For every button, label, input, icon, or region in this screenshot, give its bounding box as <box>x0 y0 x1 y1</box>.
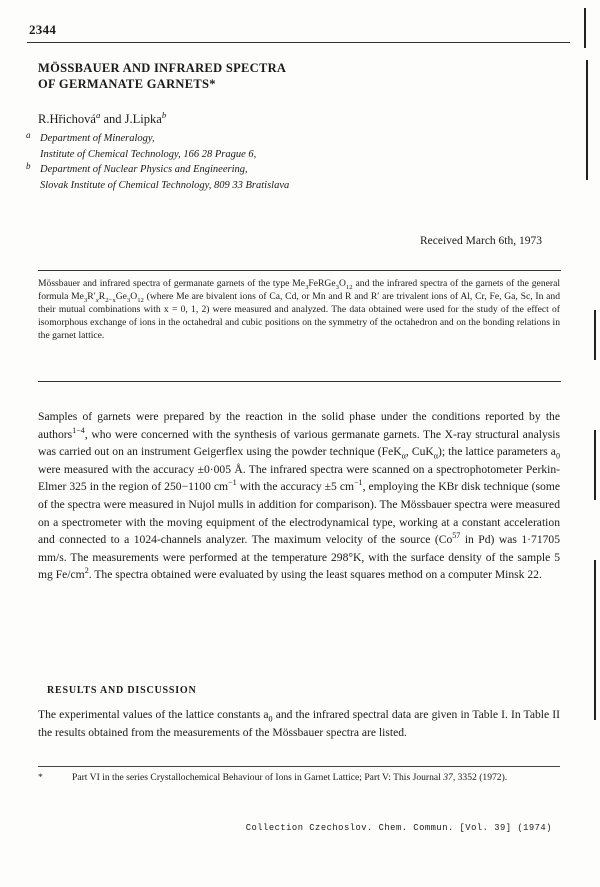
scan-edge-mark <box>594 430 596 500</box>
received-date: Received March 6th, 1973 <box>420 235 542 247</box>
article-title <box>38 60 286 92</box>
authors-and: and <box>100 112 125 126</box>
scan-edge-mark <box>594 560 596 720</box>
abstract-top-rule <box>38 270 561 271</box>
affil-b-mark: b <box>26 161 31 171</box>
journal-reference: Collection Czechoslov. Chem. Commun. [Vol. 39] (1974) <box>245 823 552 833</box>
affiliations <box>26 130 290 193</box>
scan-edge-mark <box>586 60 588 180</box>
abstract: Mössbauer and infrared spectra of germanate garnets of the type $Me_3FeRGe_3O_{12}$ and the infrared spectra of the garnets of the general formula $Me_3R'_xR_{2-x}Ge_3O_{12}$ (where Me are bivalent ions of Ca, Cd, or Mn and R and R′ are trivalent ions of Al, Cr, Fe, Ga, Sc, In and their mutual combinations with x = 0, 1, 2) were measured and analyzed. The data obtained were used for the study of the effect of isomorphous exchange of ions in the octahedral and cubic positions on the symmetry of the octahedron and on the bonding relations in the garnet lattice. <box>38 278 560 341</box>
results-paragraph: The experimental values of the lattice constants $a_0$ and the infrared spectral data are given in Table I. In Table II the results obtained from the measurements of the Mössbauer spectra are listed. <box>38 708 560 739</box>
section-heading: RESULTS AND DISCUSSION <box>47 685 197 696</box>
affil-b-line-1: Department of Nuclear Physics and Engineering, <box>40 164 248 175</box>
title-line-1: MÖSSBAUER AND INFRARED SPECTRA <box>38 61 287 75</box>
footnote: * Part VI in the series Crystallochemical Behaviour of Ions in Garnet Lattice; Part V: This Journal 37, 3352 (1972). <box>38 772 508 783</box>
scan-edge-mark <box>584 8 586 48</box>
body-paragraph: Samples of garnets were prepared by the reaction in the solid phase under the conditions reported by the authors$^{1-4}$, who were concerned with the synthesis of various germanate garnets. The X-ray structural analysis was carried out on an instrument Geigerflex using the powder technique (FeK$_\alpha$, CuK$_\alpha$); the lattice parameters $a_0$ were measured with the accuracy ±0·005 Å. The infrared spectra were scanned on a spectrophotometer Perkin-Elmer 325 in the region of 250−1100 $cm^{-1}$ with the accuracy ±5 $cm^{-1}$, employing the KBr disk technique (some of the spectra were measured in Nujol mulls in addition for comparison). The Mössbauer spectra were measured on a spectrometer with the moving equipment of the electrodynamical type, working at a constant acceleration and connected to a 1024-channels analyzer. The maximum velocity of the source (Co$^{57}$ in Pd) was 1·71705 mm/s. The measurements were performed at the temperature 298°K, with the surface density of the sample 5 mg $Fe/cm^2$. The spectra obtained were evaluated by using the least squares method on a computer Minsk 22. <box>38 410 561 582</box>
results-text <box>38 706 560 741</box>
author-1: R.Hřichová <box>38 112 96 126</box>
affil-a-line-1: Department of Mineralogy, <box>40 133 155 144</box>
abstract-bottom-rule <box>38 381 561 382</box>
body-text <box>38 408 560 584</box>
title-line-2: OF GERMANATE GARNETS* <box>38 77 216 91</box>
affil-a-line-2: Institute of Chemical Technology, 166 28 Prague 6, <box>40 148 257 160</box>
affil-a-mark: a <box>26 130 31 140</box>
footnote-star: * <box>38 772 43 783</box>
author-2: J.Lipka <box>124 112 162 126</box>
footnote-rule <box>38 766 560 767</box>
page-number: 2344 <box>29 22 57 37</box>
affil-b-line-2: Slovak Institute of Chemical Technology, 809 33 Bratislava <box>40 179 290 191</box>
author-1-mark: a <box>95 109 101 120</box>
authors <box>38 109 167 127</box>
scan-edge-mark <box>594 310 596 360</box>
header-rule <box>27 42 570 43</box>
author-2-mark: b <box>161 109 167 120</box>
